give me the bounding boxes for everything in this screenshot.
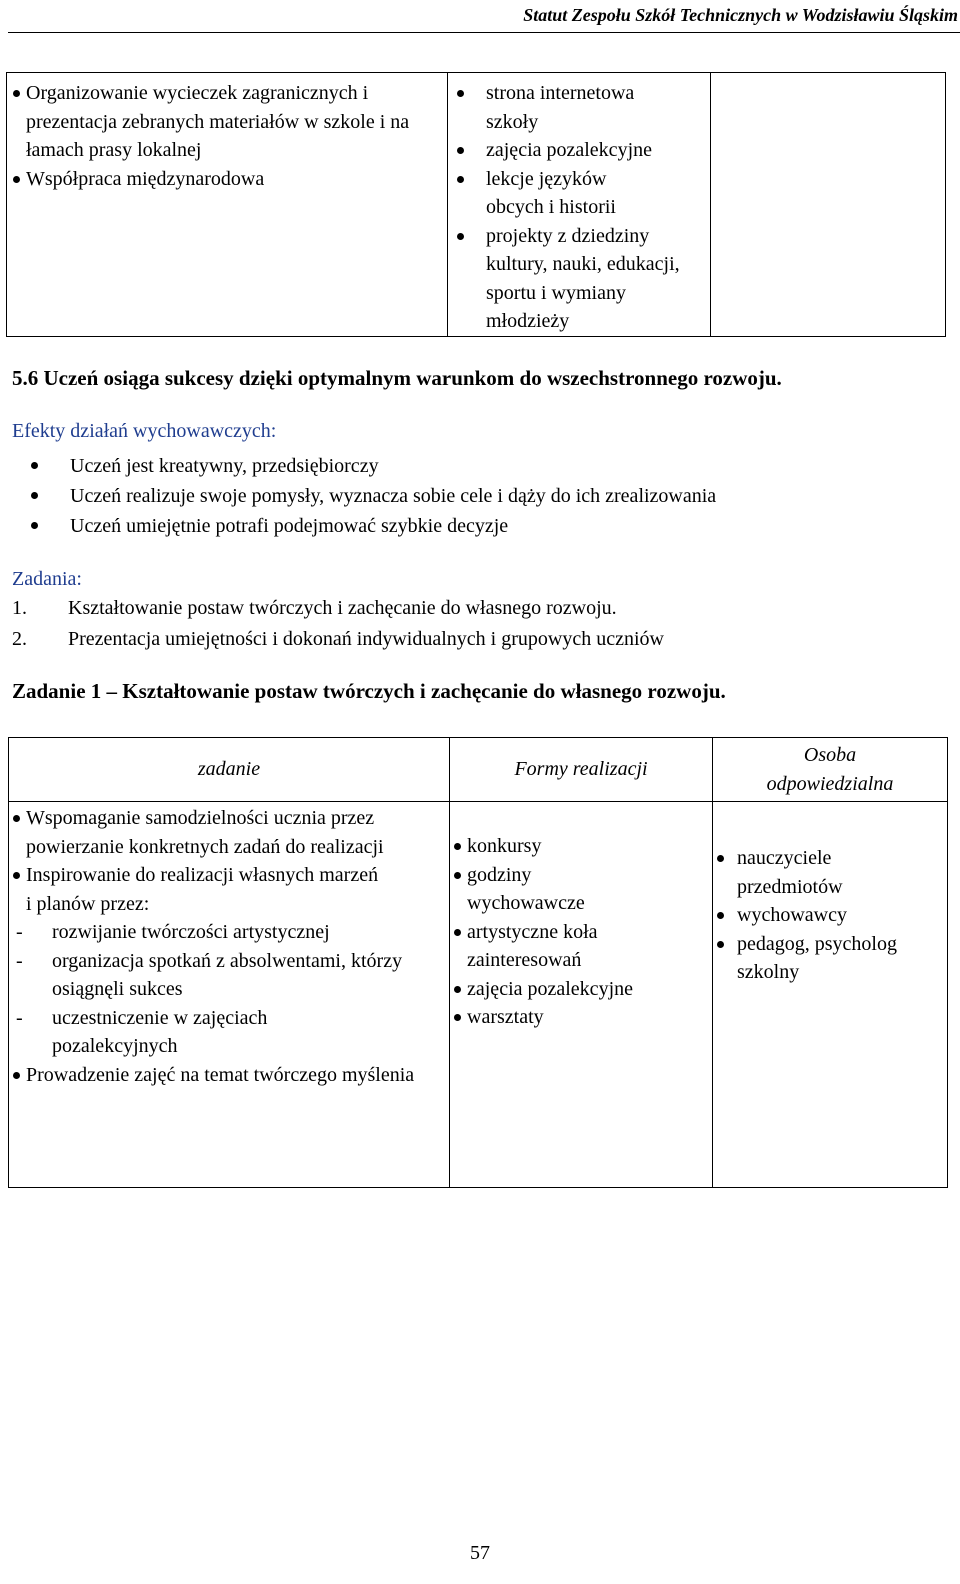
bullet-icon [31, 492, 38, 499]
list-item-number: 1. [12, 597, 27, 619]
list-item [713, 901, 947, 930]
list-item-text: warsztaty [467, 1006, 544, 1028]
list-item [450, 1003, 712, 1032]
list-item-text: zajęcia pozalekcyjne [467, 977, 633, 1000]
bullet-icon [31, 522, 38, 529]
header-rule [8, 32, 960, 33]
zadanie-1-title: Zadanie 1 – Kształtowanie postaw twórczych i zachęcanie do własnego rozwoju. [12, 679, 726, 703]
list-item [450, 918, 647, 975]
page-header: Statut Zespołu Szkół Technicznych w Wodzisławiu Śląskim [523, 5, 958, 25]
table-header-osoba: Osoba odpowiedzialna [713, 738, 948, 802]
list-item-text: godziny wychowawcze [467, 863, 585, 914]
bullet-icon [457, 176, 464, 183]
list-item-text: Współpraca międzynarodowa [26, 167, 265, 190]
zadania-list [12, 593, 664, 655]
list-item [12, 624, 664, 655]
list-item-text: Uczeń jest kreatywny, przedsiębiorczy [70, 455, 379, 477]
bullet-icon [454, 1014, 461, 1021]
list-item [448, 136, 696, 165]
table-header-formy: Formy realizacji [450, 738, 713, 802]
list-item [0, 511, 716, 541]
list-item [9, 861, 386, 918]
table-cell-formy [450, 802, 713, 1188]
bullet-icon [717, 912, 724, 919]
list-item [448, 222, 686, 336]
list-item-text: projekty z dziedziny kultury, nauki, edukacji, sportu i wymiany młodzieży [486, 224, 680, 332]
list-item [448, 79, 686, 136]
dash-item-text: uczestniczenie w zajęciach pozalekcyjnych [52, 1006, 268, 1057]
list-item-text: pedagog, psycholog szkolny [737, 932, 897, 983]
bullet-icon [454, 929, 461, 936]
list-item-number: 2. [12, 628, 27, 650]
bullet-icon [717, 855, 724, 862]
dash-item: - organizacja spotkań z absolwentami, którzy osiągnęli sukces [16, 949, 403, 1000]
bullet-icon [13, 1072, 20, 1079]
page-number: 57 [470, 1542, 490, 1564]
dash-item: - rozwijanie twórczości artystycznej [16, 921, 330, 943]
table-cell-osoba [713, 802, 948, 1188]
list-item-text: wychowawcy [737, 904, 847, 926]
main-table [8, 737, 948, 1188]
list-item [450, 861, 627, 918]
list-item-text: Kształtowanie postaw twórczych i zachęcanie do własnego rozwoju. [68, 597, 617, 619]
bullet-icon [457, 90, 464, 97]
list-item [7, 165, 447, 194]
top-table-col1 [7, 73, 448, 337]
top-table-col3 [711, 73, 946, 337]
list-item [448, 165, 646, 222]
list-item [450, 832, 712, 861]
bullet-icon [13, 176, 20, 183]
list-item-text: lekcje języków obcych i historii [486, 167, 616, 218]
list-item-text: nauczyciele przedmiotów [737, 847, 843, 898]
bullet-icon [13, 90, 20, 97]
top-table [6, 72, 946, 337]
list-item [450, 975, 712, 1004]
list-item-text: Inspirowanie do realizacji własnych marzeń i planów przez: [26, 864, 379, 915]
list-item-text: Prezentacja umiejętności i dokonań indywidualnych i grupowych uczniów [68, 628, 664, 650]
list-item [713, 930, 937, 987]
table-header-zadanie: zadanie [9, 738, 450, 802]
list-item-text: Uczeń umiejętnie potrafi podejmować szybkie decyzje [70, 515, 509, 537]
list-item-text: Wspomaganie samodzielności ucznia przez powierzanie konkretnych zadań do realizacji [26, 807, 384, 858]
zadania-label: Zadania: [12, 568, 82, 590]
list-item-text: artystyczne koła zainteresowań [467, 920, 598, 971]
bullet-icon [717, 941, 724, 948]
bullet-icon [13, 872, 20, 879]
bullet-icon [454, 872, 461, 879]
table-cell-zadanie [9, 802, 450, 1188]
list-item-text: Organizowanie wycieczek zagranicznych i prezentacja zebranych materiałów w szkole i na łamach prasy lokalnej [26, 82, 410, 161]
list-item [0, 451, 716, 481]
list-item [713, 844, 887, 901]
dash-item-text: organizacja spotkań z absolwentami, którzy osiągnęli sukces [52, 949, 403, 1000]
list-item-text: strona internetowa szkoły [486, 82, 635, 133]
list-item [7, 79, 438, 165]
list-item [9, 804, 424, 861]
top-table-col2 [448, 73, 711, 337]
bullet-icon [31, 462, 38, 469]
bullet-icon [457, 233, 464, 240]
bullet-icon [454, 843, 461, 850]
dash-item: - uczestniczenie w zajęciach pozalekcyjnych [16, 1006, 268, 1057]
efekty-list [0, 451, 716, 541]
list-item [12, 593, 664, 624]
list-item [0, 481, 716, 511]
dash-item-text: rozwijanie twórczości artystycznej [52, 921, 330, 943]
efekty-label: Efekty działań wychowawczych: [12, 420, 277, 442]
list-item [9, 1061, 416, 1090]
list-item-text: konkursy [467, 835, 542, 857]
list-item-text: Uczeń realizuje swoje pomysły, wyznacza sobie cele i dąży do ich zrealizowania [70, 485, 717, 507]
section-title: 5.6 Uczeń osiąga sukcesy dzięki optymalnym warunkom do wszechstronnego rozwoju. [12, 366, 782, 390]
bullet-icon [457, 147, 464, 154]
bullet-icon [454, 986, 461, 993]
list-item-text: Prowadzenie zajęć na temat twórczego myślenia [26, 1063, 415, 1086]
list-item-text: zajęcia pozalekcyjne [486, 139, 652, 161]
bullet-icon [13, 815, 20, 822]
